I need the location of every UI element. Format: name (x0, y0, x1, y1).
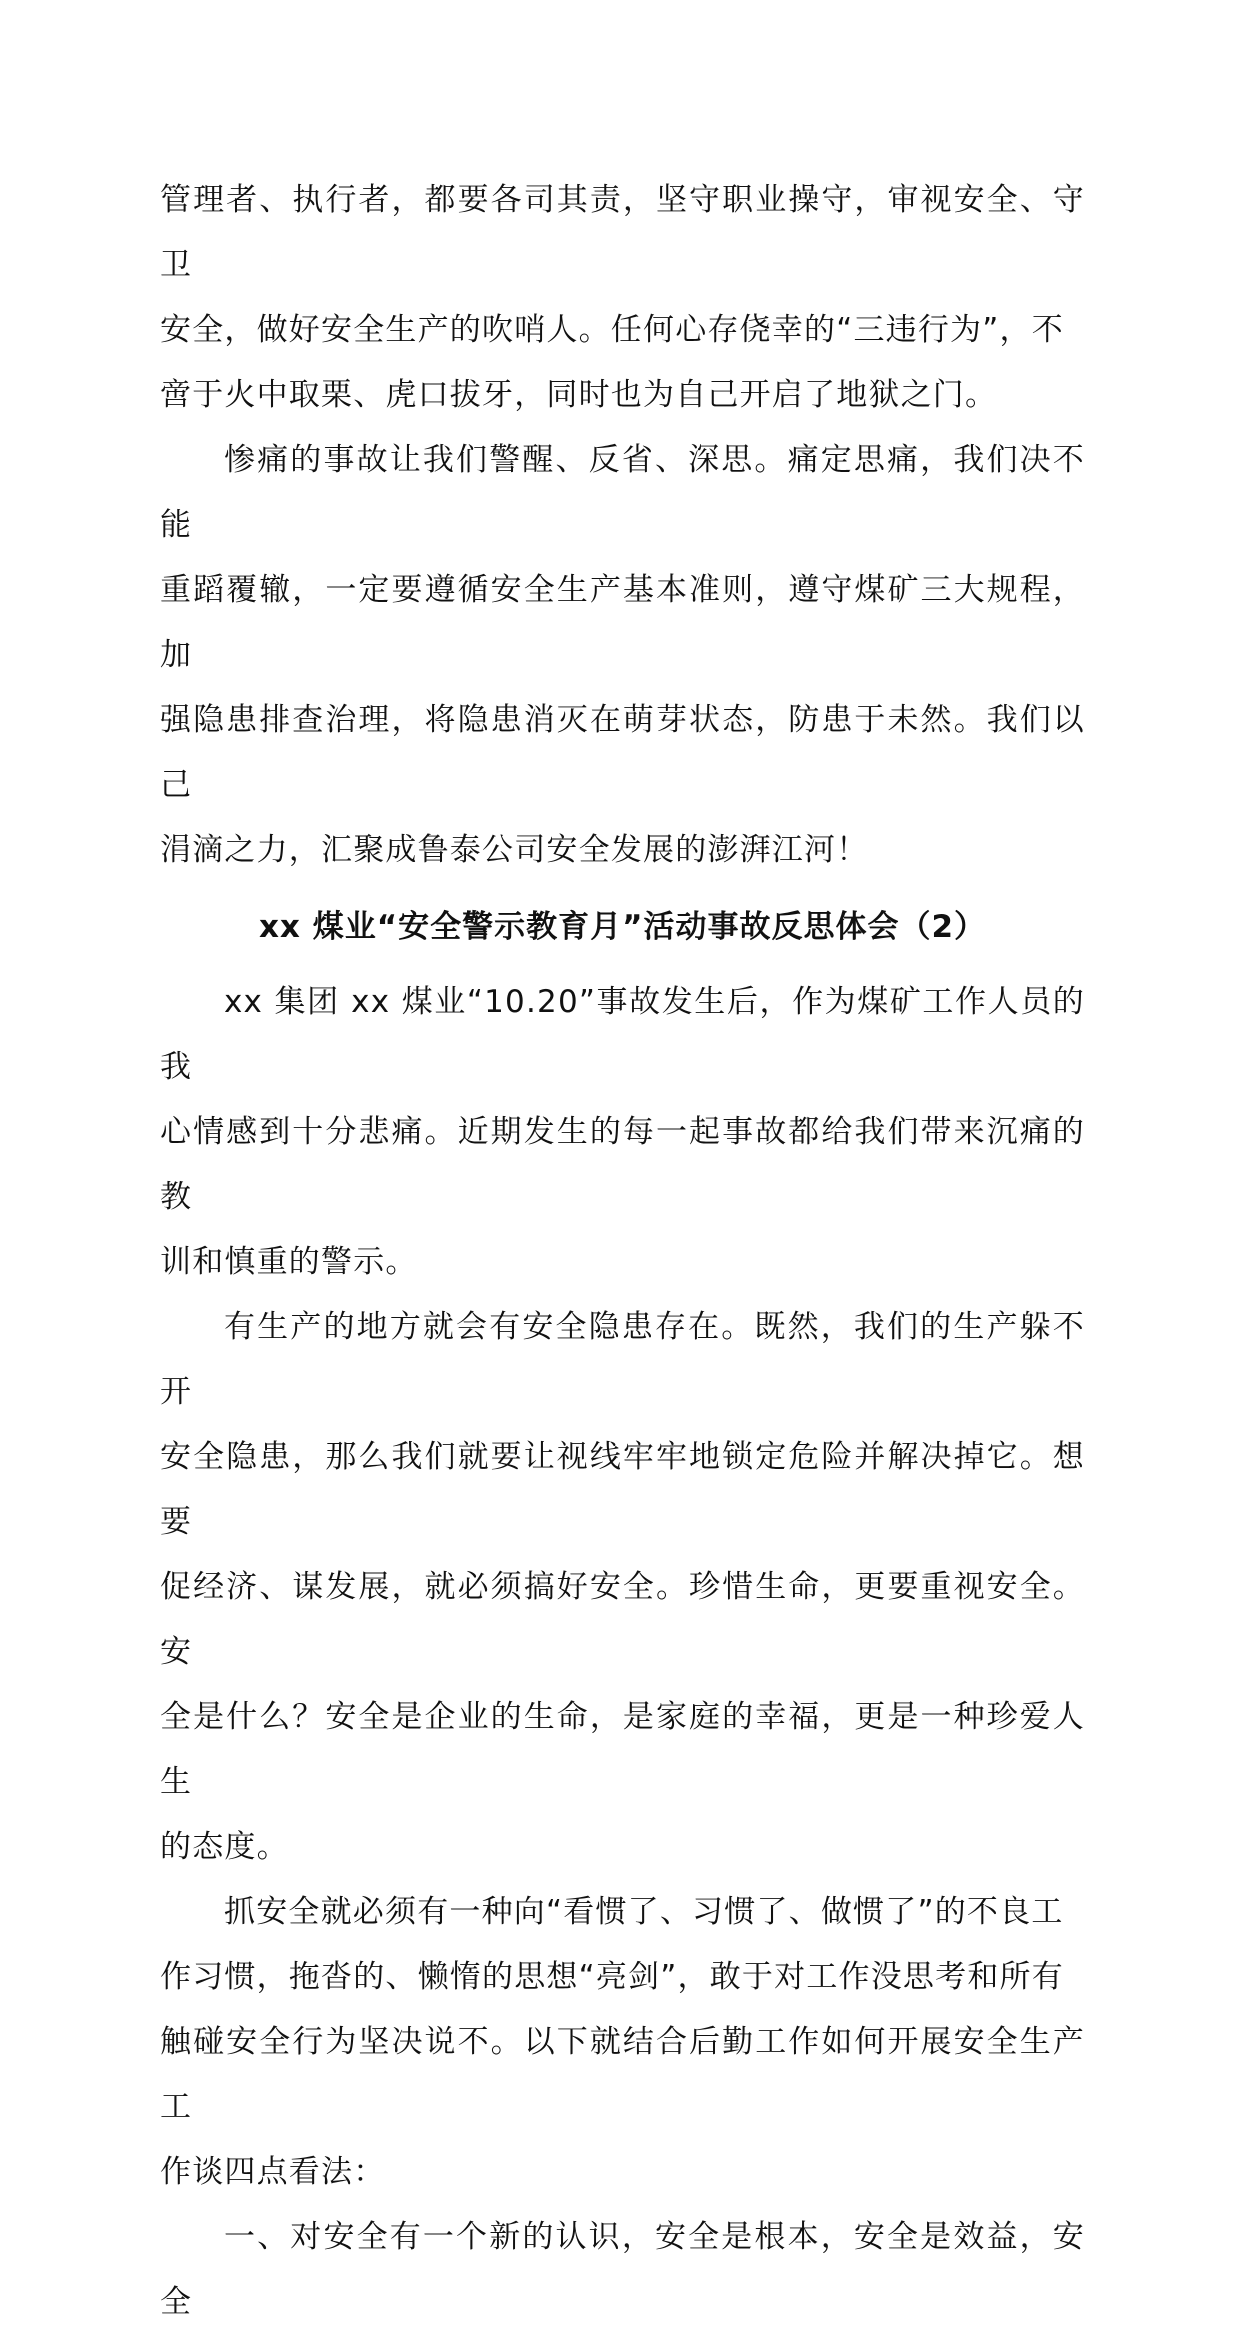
paragraph-continued: 管理者、执行者，都要各司其责，坚守职业操守，审视安全、守卫 安全，做好安全生产的吹哨人。任何心存侥幸的“三违行为”，不 啻于火中取栗、虎口拔牙，同时也为自己开启了地狱之门。 (160, 182, 1085, 413)
paragraph: 抓安全就必须有一种向“看惯了、习惯了、做惯了”的不良工 作习惯，拖沓的、懒惰的思想“亮剑”，敢于对工作没思考和所有 触碰安全行为坚决说不。以下就结合后勤工作如何开展安全生产工 作谈四点看法： (160, 1894, 1085, 2190)
paragraph: 有生产的地方就会有安全隐患存在。既然，我们的生产躲不开 安全隐患，那么我们就要让视线牢牢地锁定危险并解决掉它。想要 促经济、谋发展，就必须搞好安全。珍惜生命，更要重视安全。安 全是什么？安全是企业的生命，是家庭的幸福，更是一种珍爱人生 的态度。 (160, 1309, 1085, 1865)
section-title: xx 煤业“安全警示教育月”活动事故反思体会（2） (258, 909, 987, 945)
paragraph: xx 集团 xx 煤业“10.20”事故发生后，作为煤矿工作人员的我 心情感到十分悲痛。近期发生的每一起事故都给我们带来沉痛的教 训和慎重的警示。 (160, 984, 1085, 1280)
paragraph: 一、对安全有一个新的认识，安全是根本，安全是效益，安全 (160, 2219, 1085, 2320)
paragraph: 惨痛的事故让我们警醒、反省、深思。痛定思痛，我们决不能 重蹈覆辙，一定要遵循安全生产基本准则，遵守煤矿三大规程，加 强隐患排查治理，将隐患消灭在萌芽状态，防患于未然。我们以己 涓滴之力，汇聚成鲁泰公司安全发展的澎湃江河！ (160, 442, 1085, 868)
